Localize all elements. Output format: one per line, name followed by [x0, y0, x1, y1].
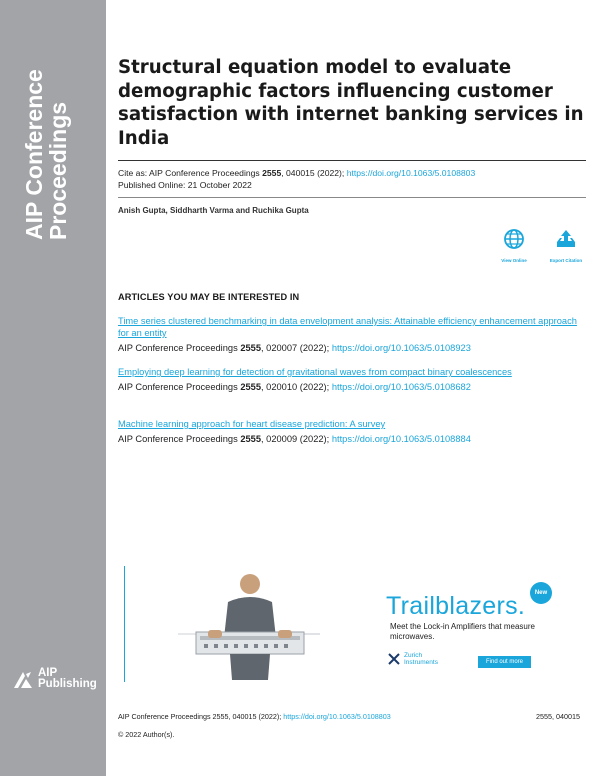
cite-suffix: , 040015 (2022);: [281, 168, 347, 178]
journal-sidebar: [0, 0, 106, 776]
related-articles-heading: ARTICLES YOU MAY BE INTERESTED IN: [118, 292, 300, 302]
related-article-citation: [118, 433, 588, 445]
ad-brand-line1: Zurich: [404, 652, 423, 659]
paper-doi-link[interactable]: https://doi.org/10.1063/5.0108803: [346, 168, 476, 178]
advertisement-banner[interactable]: [124, 566, 590, 682]
related-article-1: [118, 315, 588, 354]
related-article-title-link[interactable]: Machine learning approach for heart disease prediction: A survey: [118, 419, 386, 429]
journal-vertical-title: AIP Conference Proceedings: [21, 69, 71, 240]
ad-brand-line2: Instruments: [404, 659, 438, 666]
globe-icon: [503, 228, 525, 250]
export-citation-button[interactable]: [546, 228, 586, 263]
related-article-doi-link[interactable]: https://doi.org/10.1063/5.0108682: [331, 382, 471, 392]
paper-title: Structural equation model to evaluate demographic factors influencing customer satisfaction with internet banking services in India: [118, 57, 584, 149]
title-divider: [118, 160, 586, 161]
find-out-more-button[interactable]: Find out more: [478, 656, 531, 668]
export-icon: [555, 228, 577, 250]
cite-volume: 2555: [262, 168, 282, 178]
cite-as-line: [118, 168, 475, 180]
copyright-notice: © 2022 Author(s).: [118, 730, 175, 739]
related-article-volume: 2555: [240, 343, 261, 353]
author-list: Anish Gupta, Siddharth Varma and Ruchika Gupta: [118, 206, 309, 215]
related-article-2: [118, 366, 588, 393]
footer-cite-text: AIP Conference Proceedings 2555, 040015 (2022);: [118, 712, 284, 721]
published-date: Published Online: 21 October 2022: [118, 180, 252, 190]
view-online-button[interactable]: [494, 228, 534, 263]
meta-divider: [118, 197, 586, 198]
related-article-3: [118, 418, 588, 445]
related-article-details: , 020007 (2022);: [261, 343, 332, 353]
related-article-volume: 2555: [240, 382, 261, 392]
logo-line-publishing: Publishing: [38, 678, 97, 690]
related-article-doi-link[interactable]: https://doi.org/10.1063/5.0108923: [331, 343, 471, 353]
aip-publishing-logo[interactable]: [12, 668, 97, 690]
logo-line-aip: AIP: [38, 667, 58, 679]
zurich-logo-icon: [388, 653, 400, 665]
cite-prefix: Cite as: AIP Conference Proceedings: [118, 168, 263, 178]
ad-person-with-instrument-image: [170, 568, 330, 680]
related-article-details: , 020009 (2022);: [261, 434, 332, 444]
related-article-journal: AIP Conference Proceedings: [118, 434, 241, 444]
view-online-label: View Online: [501, 258, 527, 263]
aip-logo-icon: [12, 668, 34, 690]
ad-headline: Trailblazers.: [386, 592, 526, 620]
export-citation-label: Export Citation: [549, 258, 583, 263]
related-article-citation: [118, 381, 588, 393]
related-article-journal: AIP Conference Proceedings: [118, 343, 241, 353]
ad-subtext: Meet the Lock-in Amplifiers that measure microwaves.: [390, 622, 535, 641]
related-article-journal: AIP Conference Proceedings: [118, 382, 241, 392]
related-article-title-link[interactable]: Time series clustered benchmarking in data envelopment analysis: Attainable efficiency enhancement approach for an entity: [118, 316, 577, 338]
related-article-volume: 2555: [240, 434, 261, 444]
related-article-citation: [118, 342, 588, 354]
footer-doi-link[interactable]: https://doi.org/10.1063/5.0108803: [283, 712, 391, 721]
new-badge: New: [530, 582, 552, 604]
ad-accent-line: [124, 566, 125, 682]
footer-citation: [118, 712, 391, 721]
related-article-doi-link[interactable]: https://doi.org/10.1063/5.0108884: [331, 434, 471, 444]
related-article-title-link[interactable]: Employing deep learning for detection of gravitational waves from compact binary coalescences: [118, 367, 512, 377]
related-article-details: , 020010 (2022);: [261, 382, 332, 392]
footer-page-number: 2555, 040015: [536, 712, 580, 721]
zurich-instruments-logo: [388, 652, 438, 666]
